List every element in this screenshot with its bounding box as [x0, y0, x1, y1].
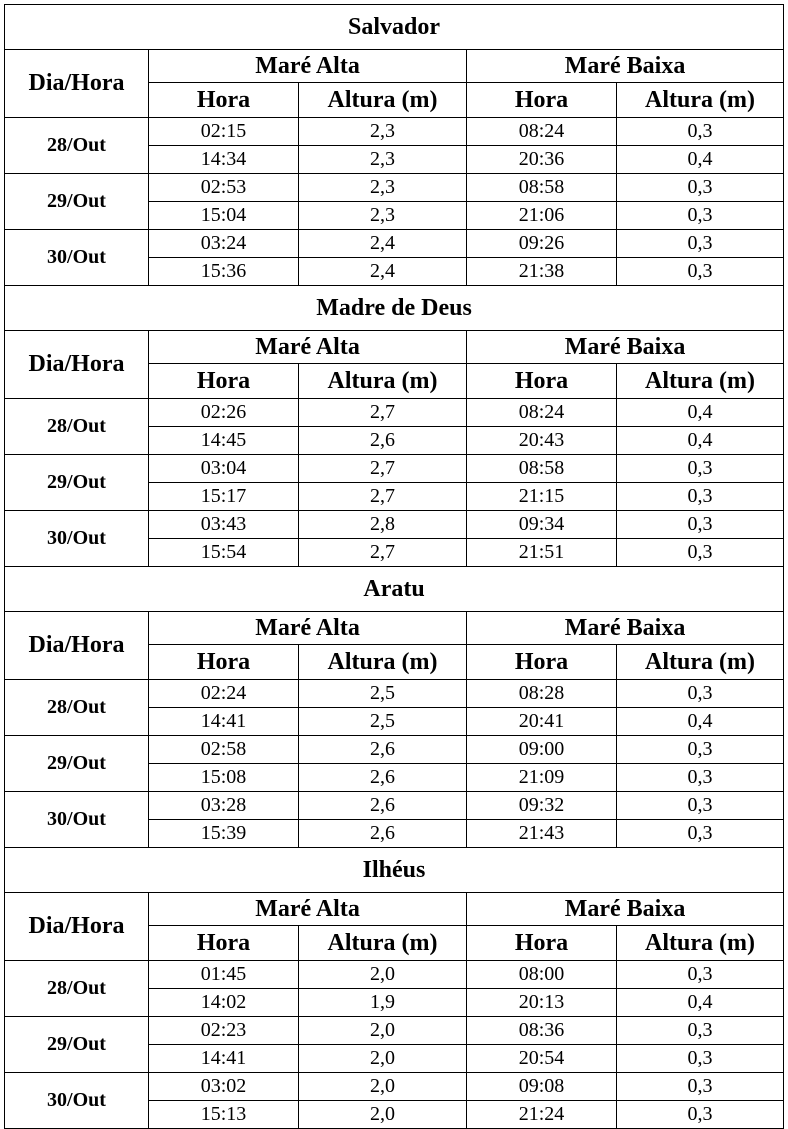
tide-table-body: [5, 5, 784, 1129]
high-tide-hour: 14:41: [149, 708, 299, 736]
low-tide-hour: 20:13: [467, 989, 617, 1017]
location-name: Madre de Deus: [5, 286, 784, 331]
low-tide-hour: 21:09: [467, 764, 617, 792]
day-cell: 28/Out: [5, 118, 149, 174]
table-row: [5, 1017, 784, 1045]
tide-group-header-row: [5, 331, 784, 364]
low-tide-height: 0,4: [617, 427, 784, 455]
low-tide-header: Maré Baixa: [467, 893, 784, 926]
low-tide-hour: 20:36: [467, 146, 617, 174]
high-tide-height: 2,7: [299, 483, 467, 511]
low-tide-height: 0,3: [617, 539, 784, 567]
high-tide-header: Maré Alta: [149, 331, 467, 364]
high-tide-height: 2,6: [299, 736, 467, 764]
low-tide-hour-header: Hora: [467, 364, 617, 399]
location-title-row: [5, 5, 784, 50]
high-tide-height: 2,6: [299, 427, 467, 455]
high-tide-height: 2,3: [299, 174, 467, 202]
high-tide-hour-header: Hora: [149, 83, 299, 118]
low-tide-height: 0,3: [617, 1073, 784, 1101]
high-tide-hour: 03:24: [149, 230, 299, 258]
low-tide-height: 0,3: [617, 736, 784, 764]
tide-group-header-row: [5, 893, 784, 926]
day-cell: 29/Out: [5, 174, 149, 230]
high-tide-height: 2,8: [299, 511, 467, 539]
low-tide-hour: 21:43: [467, 820, 617, 848]
low-tide-header: Maré Baixa: [467, 50, 784, 83]
low-tide-height: 0,3: [617, 258, 784, 286]
low-tide-hour: 09:32: [467, 792, 617, 820]
high-tide-hour: 02:23: [149, 1017, 299, 1045]
day-cell: 30/Out: [5, 792, 149, 848]
low-tide-height: 0,3: [617, 118, 784, 146]
high-tide-height: 2,0: [299, 1101, 467, 1129]
high-tide-hour: 03:28: [149, 792, 299, 820]
table-row: [5, 792, 784, 820]
low-tide-hour: 20:41: [467, 708, 617, 736]
low-tide-header: Maré Baixa: [467, 331, 784, 364]
table-row: [5, 118, 784, 146]
low-tide-hour: 21:15: [467, 483, 617, 511]
high-tide-hour: 15:17: [149, 483, 299, 511]
day-cell: 29/Out: [5, 1017, 149, 1073]
low-tide-hour: 09:26: [467, 230, 617, 258]
high-tide-height: 2,0: [299, 961, 467, 989]
low-tide-height: 0,3: [617, 1101, 784, 1129]
high-tide-header: Maré Alta: [149, 893, 467, 926]
tide-group-header-row: [5, 50, 784, 83]
high-tide-hour: 15:04: [149, 202, 299, 230]
location-name: Aratu: [5, 567, 784, 612]
low-tide-height-header: Altura (m): [617, 364, 784, 399]
day-hour-header: Dia/Hora: [5, 612, 149, 680]
high-tide-hour: 15:08: [149, 764, 299, 792]
high-tide-hour: 15:54: [149, 539, 299, 567]
day-cell: 28/Out: [5, 399, 149, 455]
low-tide-hour: 08:36: [467, 1017, 617, 1045]
high-tide-hour-header: Hora: [149, 645, 299, 680]
high-tide-hour: 02:26: [149, 399, 299, 427]
low-tide-height: 0,3: [617, 961, 784, 989]
location-title-row: [5, 567, 784, 612]
table-row: [5, 399, 784, 427]
high-tide-height: 2,7: [299, 539, 467, 567]
low-tide-height: 0,3: [617, 455, 784, 483]
high-tide-height: 2,7: [299, 455, 467, 483]
high-tide-header: Maré Alta: [149, 50, 467, 83]
high-tide-hour: 14:02: [149, 989, 299, 1017]
low-tide-height: 0,3: [617, 764, 784, 792]
table-row: [5, 174, 784, 202]
day-cell: 30/Out: [5, 511, 149, 567]
high-tide-height: 2,0: [299, 1045, 467, 1073]
table-row: [5, 680, 784, 708]
low-tide-height-header: Altura (m): [617, 645, 784, 680]
location-name: Salvador: [5, 5, 784, 50]
tide-table: [4, 4, 784, 1129]
low-tide-hour: 21:06: [467, 202, 617, 230]
high-tide-hour: 15:39: [149, 820, 299, 848]
high-tide-height-header: Altura (m): [299, 83, 467, 118]
table-row: [5, 511, 784, 539]
high-tide-height-header: Altura (m): [299, 364, 467, 399]
high-tide-height: 2,6: [299, 792, 467, 820]
location-name: Ilhéus: [5, 848, 784, 893]
low-tide-height: 0,3: [617, 230, 784, 258]
low-tide-height: 0,3: [617, 202, 784, 230]
low-tide-height: 0,3: [617, 792, 784, 820]
high-tide-height: 2,7: [299, 399, 467, 427]
high-tide-height: 2,4: [299, 230, 467, 258]
low-tide-hour: 20:54: [467, 1045, 617, 1073]
high-tide-height: 2,6: [299, 764, 467, 792]
low-tide-height: 0,3: [617, 511, 784, 539]
high-tide-hour: 15:36: [149, 258, 299, 286]
high-tide-hour: 02:53: [149, 174, 299, 202]
location-title-row: [5, 286, 784, 331]
low-tide-height: 0,4: [617, 146, 784, 174]
table-row: [5, 1073, 784, 1101]
high-tide-height: 2,0: [299, 1017, 467, 1045]
high-tide-height: 1,9: [299, 989, 467, 1017]
high-tide-hour: 02:58: [149, 736, 299, 764]
high-tide-hour: 14:34: [149, 146, 299, 174]
low-tide-hour: 08:28: [467, 680, 617, 708]
day-cell: 30/Out: [5, 1073, 149, 1129]
high-tide-height: 2,5: [299, 680, 467, 708]
high-tide-height: 2,3: [299, 202, 467, 230]
low-tide-header: Maré Baixa: [467, 612, 784, 645]
low-tide-height: 0,3: [617, 483, 784, 511]
low-tide-hour: 09:34: [467, 511, 617, 539]
low-tide-height: 0,3: [617, 1045, 784, 1073]
low-tide-hour: 09:08: [467, 1073, 617, 1101]
day-hour-header: Dia/Hora: [5, 331, 149, 399]
day-cell: 29/Out: [5, 455, 149, 511]
low-tide-hour-header: Hora: [467, 83, 617, 118]
low-tide-hour: 08:24: [467, 118, 617, 146]
low-tide-height-header: Altura (m): [617, 926, 784, 961]
day-cell: 30/Out: [5, 230, 149, 286]
high-tide-hour-header: Hora: [149, 364, 299, 399]
low-tide-hour-header: Hora: [467, 926, 617, 961]
low-tide-hour: 08:24: [467, 399, 617, 427]
high-tide-hour: 03:43: [149, 511, 299, 539]
low-tide-height: 0,4: [617, 989, 784, 1017]
day-cell: 28/Out: [5, 961, 149, 1017]
high-tide-hour: 03:04: [149, 455, 299, 483]
low-tide-hour: 08:00: [467, 961, 617, 989]
low-tide-height-header: Altura (m): [617, 83, 784, 118]
table-row: [5, 455, 784, 483]
low-tide-hour: 21:38: [467, 258, 617, 286]
low-tide-height: 0,3: [617, 680, 784, 708]
low-tide-hour-header: Hora: [467, 645, 617, 680]
high-tide-header: Maré Alta: [149, 612, 467, 645]
low-tide-hour: 21:51: [467, 539, 617, 567]
low-tide-hour: 20:43: [467, 427, 617, 455]
high-tide-height-header: Altura (m): [299, 645, 467, 680]
location-title-row: [5, 848, 784, 893]
low-tide-height: 0,4: [617, 708, 784, 736]
high-tide-height: 2,5: [299, 708, 467, 736]
high-tide-height: 2,0: [299, 1073, 467, 1101]
low-tide-hour: 08:58: [467, 455, 617, 483]
table-row: [5, 230, 784, 258]
day-hour-header: Dia/Hora: [5, 50, 149, 118]
low-tide-height: 0,3: [617, 820, 784, 848]
low-tide-height: 0,3: [617, 1017, 784, 1045]
high-tide-hour: 03:02: [149, 1073, 299, 1101]
day-cell: 29/Out: [5, 736, 149, 792]
low-tide-hour: 09:00: [467, 736, 617, 764]
day-cell: 28/Out: [5, 680, 149, 736]
day-hour-header: Dia/Hora: [5, 893, 149, 961]
high-tide-height: 2,4: [299, 258, 467, 286]
high-tide-height: 2,3: [299, 118, 467, 146]
high-tide-height: 2,6: [299, 820, 467, 848]
low-tide-hour: 21:24: [467, 1101, 617, 1129]
table-row: [5, 736, 784, 764]
low-tide-height: 0,4: [617, 399, 784, 427]
high-tide-hour: 14:45: [149, 427, 299, 455]
high-tide-height-header: Altura (m): [299, 926, 467, 961]
high-tide-hour-header: Hora: [149, 926, 299, 961]
high-tide-hour: 02:24: [149, 680, 299, 708]
high-tide-hour: 01:45: [149, 961, 299, 989]
high-tide-hour: 15:13: [149, 1101, 299, 1129]
high-tide-hour: 02:15: [149, 118, 299, 146]
high-tide-hour: 14:41: [149, 1045, 299, 1073]
table-row: [5, 961, 784, 989]
high-tide-height: 2,3: [299, 146, 467, 174]
tide-group-header-row: [5, 612, 784, 645]
low-tide-height: 0,3: [617, 174, 784, 202]
low-tide-hour: 08:58: [467, 174, 617, 202]
